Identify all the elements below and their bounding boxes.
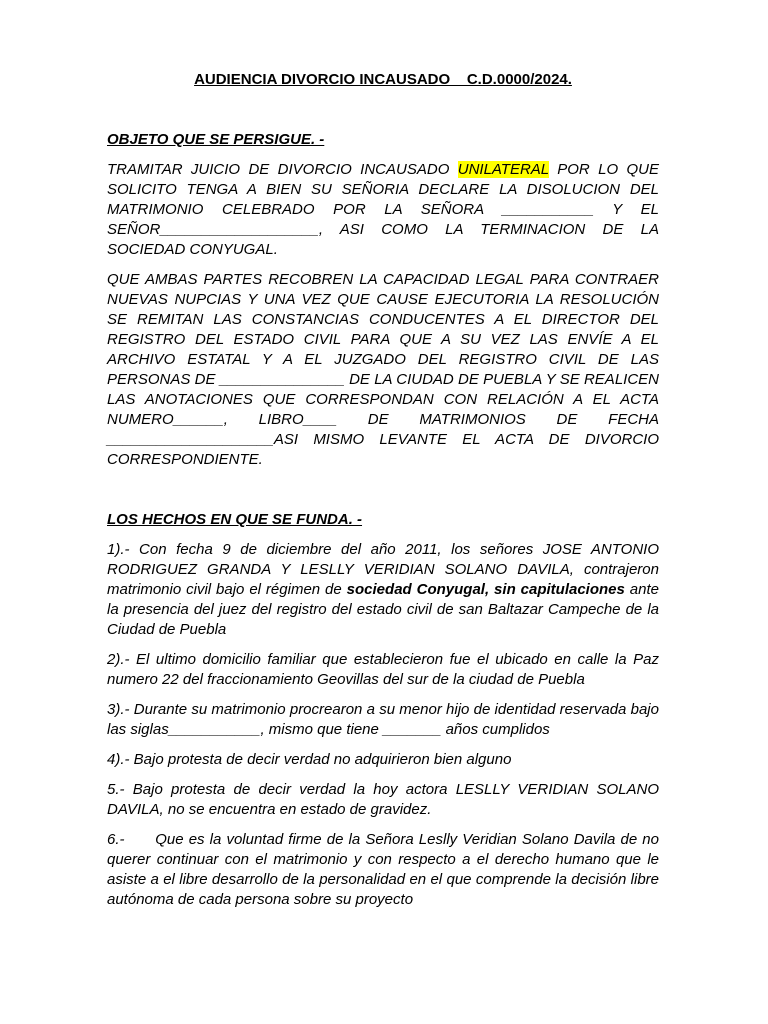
hecho-1-text-b: ante la presencia del juez del registro del estado civil de san Baltazar Campeche de la Ciudad de Puebla bbox=[107, 581, 659, 638]
hechos-heading: LOS HECHOS EN QUE SE FUNDA. - bbox=[107, 511, 363, 528]
document-title: AUDIENCIA DIVORCIO INCAUSADO C.D.0000/2024. bbox=[194, 71, 572, 88]
hecho-2: 2).- El ultimo domicilio familiar que establecieron fue el ubicado en calle la Paz numero 22 del fraccionamiento Geovillas del sur de la ciudad de Puebla bbox=[107, 651, 659, 688]
objeto-heading: OBJETO QUE SE PERSIGUE. - bbox=[107, 131, 325, 148]
hecho-5: 5.- Bajo protesta de decir verdad la hoy actora LESLLY VERIDIAN SOLANO DAVILA, no se encuentra en estado de gravidez. bbox=[107, 781, 659, 818]
hecho-4: 4).- Bajo protesta de decir verdad no adquirieron bien alguno bbox=[107, 751, 512, 768]
highlighted-word: UNILATERAL bbox=[457, 161, 549, 178]
objeto-paragraph-1 bbox=[107, 160, 659, 260]
hecho-1-bold: sociedad Conyugal, sin capitulaciones bbox=[346, 581, 625, 598]
hecho-1-text-a: 1).- Con fecha 9 de diciembre del año 2011, los señores JOSE ANTONIO RODRIGUEZ GRANDA Y LESLLY VERIDIAN SOLANO DAVILA, contrajeron matrimonio civil bajo el régimen de bbox=[107, 541, 659, 598]
objeto-paragraph-2: QUE AMBAS PARTES RECOBREN LA CAPACIDAD LEGAL PARA CONTRAER NUEVAS NUPCIAS Y UNA VEZ QUE CAUSE EJECUTORIA LA RESOLUCIÓN SE REMITAN LAS CONSTANCIAS CONDUCENTES A EL DIRECTOR DEL REGISTRO DEL ESTADO CIVIL PARA QUE A SU VEZ LAS ENVÍE A EL ARCHIVO ESTATAL Y A EL JUZGADO DEL REGISTRO CIVIL DE LAS PERSONAS DE _______________ DE LA CIUDAD DE PUEBLA Y SE REALICEN LAS ANOTACIONES QUE CORRESPONDAN CON RELACIÓN A EL ACTA NUMERO______, LIBRO____ DE MATRIMONIOS DE FECHA ____________________ASI MISMO LEVANTE EL ACTA DE DIVORCIO CORRESPONDIENTE. bbox=[107, 271, 659, 468]
hecho-1 bbox=[107, 540, 659, 640]
hecho-3: 3).- Durante su matrimonio procrearon a su menor hijo de identidad reservada bajo las siglas___________, mismo que tiene _______ años cumplidos bbox=[107, 701, 659, 738]
document-page bbox=[107, 70, 668, 910]
objeto-p1-before: TRAMITAR JUICIO DE DIVORCIO INCAUSADO bbox=[107, 161, 458, 178]
hecho-6: 6.- Que es la voluntad firme de la Señora Leslly Veridian Solano Davila de no querer continuar con el matrimonio y con respecto a el derecho humano que le asiste a el libre desarrollo de la personalidad en el que comprende la decisión libre autónoma de cada persona sobre su proyecto bbox=[107, 831, 668, 908]
objeto-p1-after: POR LO QUE SOLICITO TENGA A BIEN SU SEÑORIA DECLARE LA DISOLUCION DEL MATRIMONIO CELEBRADO POR LA SEÑORA ___________ Y EL SEÑOR___________________, ASI COMO LA TERMINACION DE LA SOCIEDAD CONYUGAL. bbox=[107, 161, 659, 258]
